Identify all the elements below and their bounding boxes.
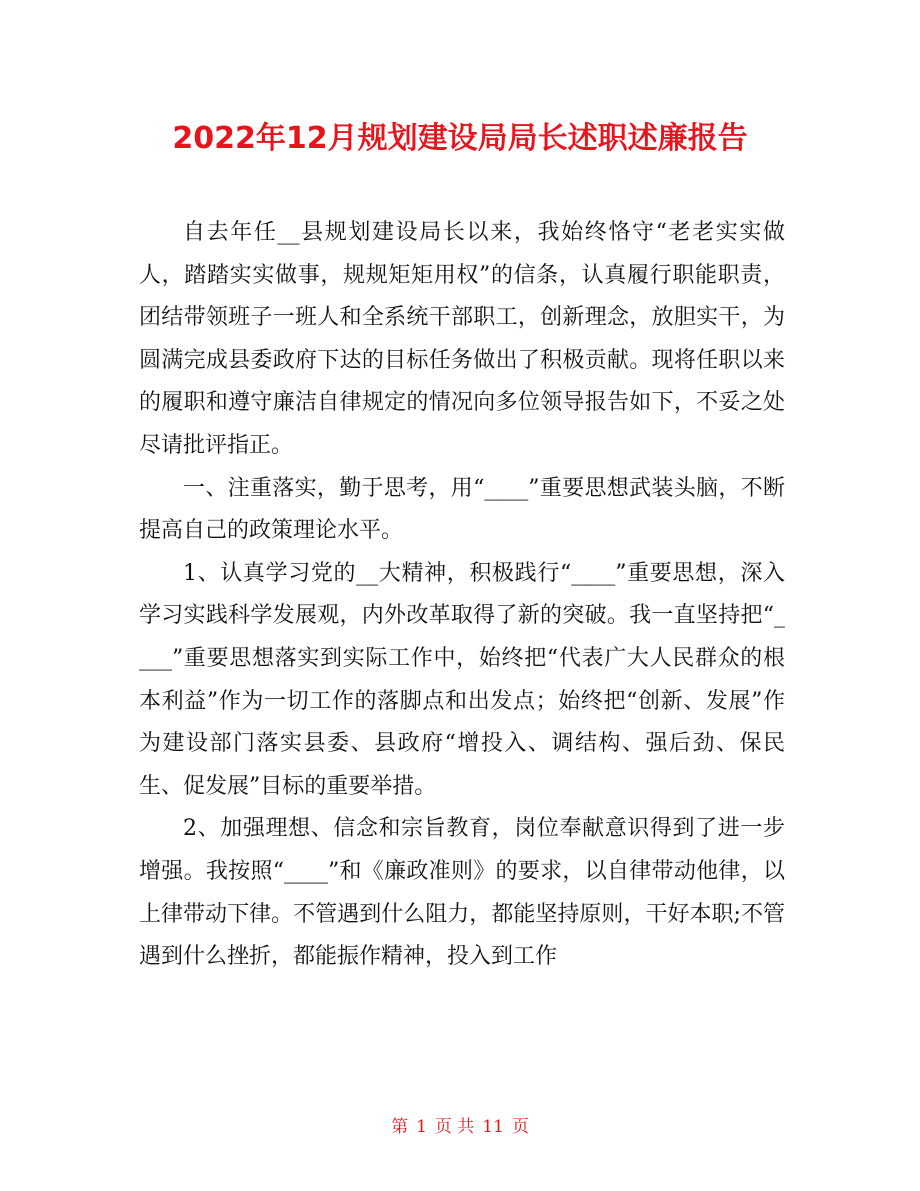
footer-suffix: 页 [511, 1117, 529, 1137]
footer-mid: 页 共 [434, 1117, 475, 1137]
paragraph-item-2: 2、加强理想、信念和宗旨教育，岗位奉献意识得到了进一步增强。我按照“____”和《廉政准则》的要求，以自律带动他律，以上律带动下律。不管遇到什么阻力，都能坚持原则，干好本职;不管遇到什么挫折，都能振作精神，投入到工作 [139, 816, 785, 970]
footer-prefix: 第 [391, 1117, 409, 1137]
footer-page-number: 1 [416, 1117, 427, 1137]
paragraph-item-1: 1、认真学习党的__大精神，积极践行“____”重要思想，深入学习实践科学发展观，内外改革取得了新的突破。我一直坚持把“____”重要思想落实到实际工作中，始终把“代表广大人民群众的根本利益”作为一切工作的落脚点和出发点；始终把“创新、发展”作为建设部门落实县委、县政府“增投入、调结构、强后劲、保民生、促发展”目标的重要举措。 [139, 560, 785, 799]
document-title: 2022年12月规划建设局局长述职述廉报告 [172, 121, 748, 156]
footer-total-pages: 11 [482, 1117, 504, 1137]
paragraph-section-1-heading: 一、注重落实，勤于思考，用“____”重要思想武装头脑，不断提高自己的政策理论水平。 [139, 475, 785, 544]
document-body [139, 212, 785, 979]
page-footer [0, 1116, 920, 1138]
paragraph-intro: 自去年任__县规划建设局长以来，我始终恪守“老老实实做人，踏踏实实做事，规规矩矩用权”的信条，认真履行职能职责，团结带领班子一班人和全系统干部职工，创新理念，放胆实干，为圆满完成县委政府下达的目标任务做出了积极贡献。现将任职以来的履职和遵守廉洁自律规定的情况向多位领导报告如下，不妥之处尽请批评指正。 [139, 220, 785, 458]
